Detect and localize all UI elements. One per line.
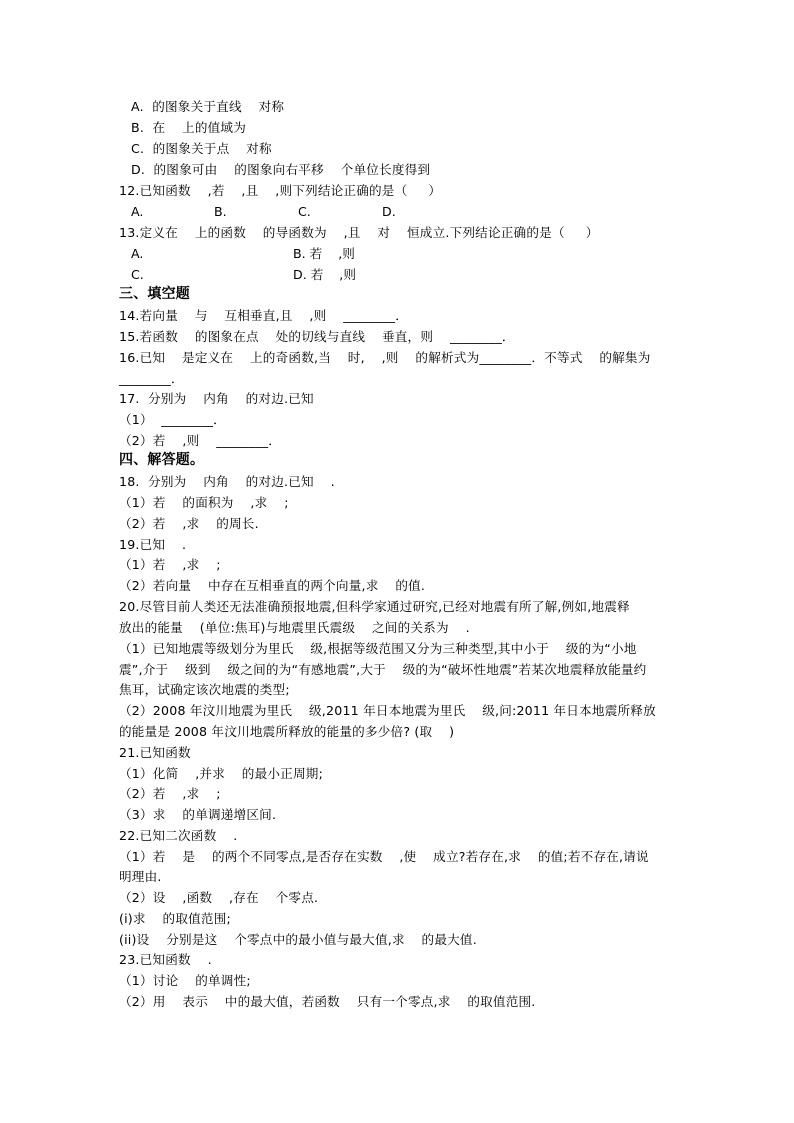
q18-part1: （1）若 的面积为 ,求 ; [119,495,289,510]
section-fill-blank-heading: 三、填空题 [119,286,190,302]
q11-option-c: C. 的图象关于点 对称 [131,141,272,156]
q20-stem: 20.尽管目前人类还无法准确预报地震,但科学家通过研究,已经对地震有所了解,例如,地震释 [119,599,630,614]
q13-option-b: B. 若 ,则 [293,246,355,261]
q16-continued: ________． [119,371,184,386]
q11-option-d: D. 的图象可由 的图象向右平移 个单位长度得到 [131,162,431,177]
q12-option-a: A. [131,204,144,219]
q22-part1-line2: 明理由. [119,869,162,884]
q23-part2: （2）用 表示 中的最大值，若函数 只有一个零点,求 的取值范围. [119,994,536,1009]
q17-part2: （2）若 ,则 ________． [119,433,281,448]
q21-stem: 21.已知函数 [119,745,191,760]
q13-option-a: A. [131,246,144,261]
q18-stem: 18. 分别为 内角 的对边.已知 . [119,474,335,489]
q23-stem: 23.已知函数 . [119,952,212,967]
q21-part1: （1）化简 ,并求 的最小正周期; [119,766,324,781]
q22-stem: 22.已知二次函数 . [119,828,238,843]
q22-part2-ii: (ii)设 分别是这 个零点中的最小值与最大值,求 的最大值. [119,932,477,947]
q16: 16.已知 是定义在 上的奇函数,当 时, ,则 的解析式为________．不等式 的解集为 [119,350,651,365]
q12-option-b: B. [214,204,227,219]
section-answer-heading: 四、解答题。 [119,452,205,468]
q13-stem: 13.定义在 上的函数 的导函数为 ,且 对 恒成立.下列结论正确的是（ ） [119,225,599,240]
q19-stem: 19.已知 . [119,537,187,552]
q20-part1: （1）已知地震等级划分为里氏 级,根据等级范围又分为三种类型,其中小于 级的为“小地 [119,641,637,656]
q20-part1-line3: 焦耳，试确定该次地震的类型; [119,682,290,697]
q17-part1: （1） ________． [119,412,226,427]
q14: 14.若向量 与 互相垂直,且 ,则 ________． [119,308,408,323]
q11-option-a: A. 的图象关于直线 对称 [131,99,285,114]
q17-stem: 17. 分别为 内角 的对边.已知 [119,391,314,406]
q11-option-b: B. 在 上的值域为 [131,120,247,135]
q22-part2: （2）设 ,函数 ,存在 个零点. [119,890,319,905]
q19-part1: （1）若 ,求 ; [119,557,221,572]
q22-part2-i: (i)求 的取值范围; [119,911,231,926]
q12-stem: 12.已知函数 ,若 ,且 ,则下列结论正确的是（ ） [119,183,442,198]
q13-option-c: C. [131,267,144,282]
q21-part2: （2）若 ,求 ; [119,786,221,801]
q12-option-c: C. [298,204,311,219]
q23-part1: （1）讨论 的单调性; [119,973,251,988]
q13-option-d: D. 若 ,则 [293,267,356,282]
q18-part2: （2）若 ,求 的周长. [119,516,259,531]
q21-part3: （3）求 的单调递增区间. [119,807,277,822]
q19-part2: （2）若向量 中存在互相垂直的两个向量,求 的值. [119,578,426,593]
q20-part1-line2: 震”,介于 级到 级之间的为“有感地震”,大于 级的为“破坏性地震”若某次地震释放能量约 [119,662,647,677]
q12-option-d: D. [382,204,396,219]
q20-part2: （2）2008 年汶川地震为里氏 级,2011 年日本地震为里氏 级,问:2011 年日本地震所释放 [119,703,656,718]
q15: 15.若函数 的图象在点 处的切线与直线 垂直，则 ________． [119,329,515,344]
q20-part2-line2: 的能量是 2008 年汶川地震所释放的能量的多少倍? (取 ) [119,724,455,739]
q22-part1: （1）若 是 的两个不同零点,是否存在实数 ,使 成立?若存在,求 的值;若不存在,请说 [119,849,649,864]
q20-stem-continued: 放出的能量 (单位:焦耳)与地震里氏震级 之间的关系为 . [119,620,470,635]
